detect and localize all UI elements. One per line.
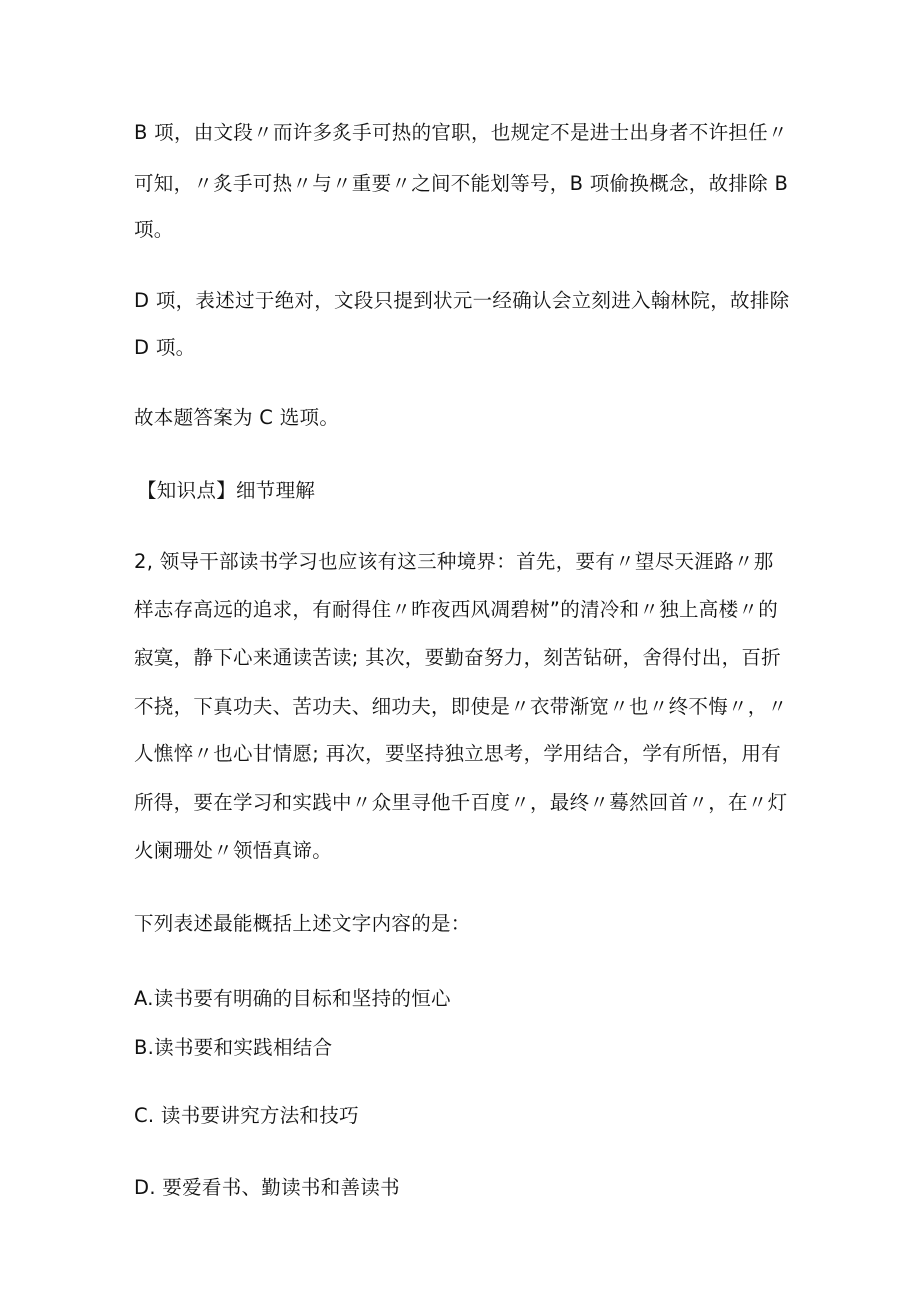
text-line: 火阑珊处〃领悟真谛。 — [134, 839, 333, 862]
text-line: 2, 领导干部读书学习也应该有这三种境界：首先，要有〃望尽天涯路〃那 — [134, 550, 774, 573]
option-d: D. 要爱看书、勤读书和善读书 — [134, 1176, 400, 1199]
text-line: 人憔悴〃也心甘情愿; 再次，要坚持独立思考，学用结合，学有所悟，用有 — [134, 742, 781, 765]
knowledge-point-label: 【知识点】细节理解 — [137, 479, 316, 502]
option-b: B.读书要和实践相结合 — [134, 1036, 333, 1059]
text-line: 样志存高远的追求，有耐得住〃昨夜西风凋碧树”的清冷和〃独上高楼〃的 — [134, 598, 779, 621]
question-prompt: 下列表述最能概括上述文字内容的是： — [134, 912, 471, 935]
option-c: C. 读书要讲究方法和技巧 — [134, 1104, 359, 1127]
answer-statement: 故本题答案为 C 选项。 — [134, 406, 340, 429]
text-line: 不挠，下真功夫、苦功夫、细功夫，即使是〃衣带渐宽〃也〃终不悔〃，〃 — [134, 695, 788, 718]
text-line: 项。 — [134, 218, 174, 241]
text-line: B 项，由文段〃而许多炙手可热的官职，也规定不是进士出身者不许担任〃 — [134, 121, 788, 144]
text-line: D 项，表述过于绝对，文段只提到状元一经确认会立刻进入翰林院，故排除 — [134, 289, 790, 312]
text-line: 寂寞，静下心来通读苦读; 其次，要勤奋努力，刻苦钻研，舍得付出，百折 — [134, 646, 781, 669]
text-line: 所得，要在学习和实践中〃众里寻他千百度〃，最终〃蓦然回首〃，在〃灯 — [134, 791, 788, 814]
text-line: 可知，〃炙手可热〃与〃重要〃之间不能划等号，B 项偷换概念，故排除 B — [134, 172, 789, 195]
text-line: D 项。 — [134, 336, 196, 359]
option-a: A.读书要有明确的目标和坚持的恒心 — [134, 987, 451, 1010]
